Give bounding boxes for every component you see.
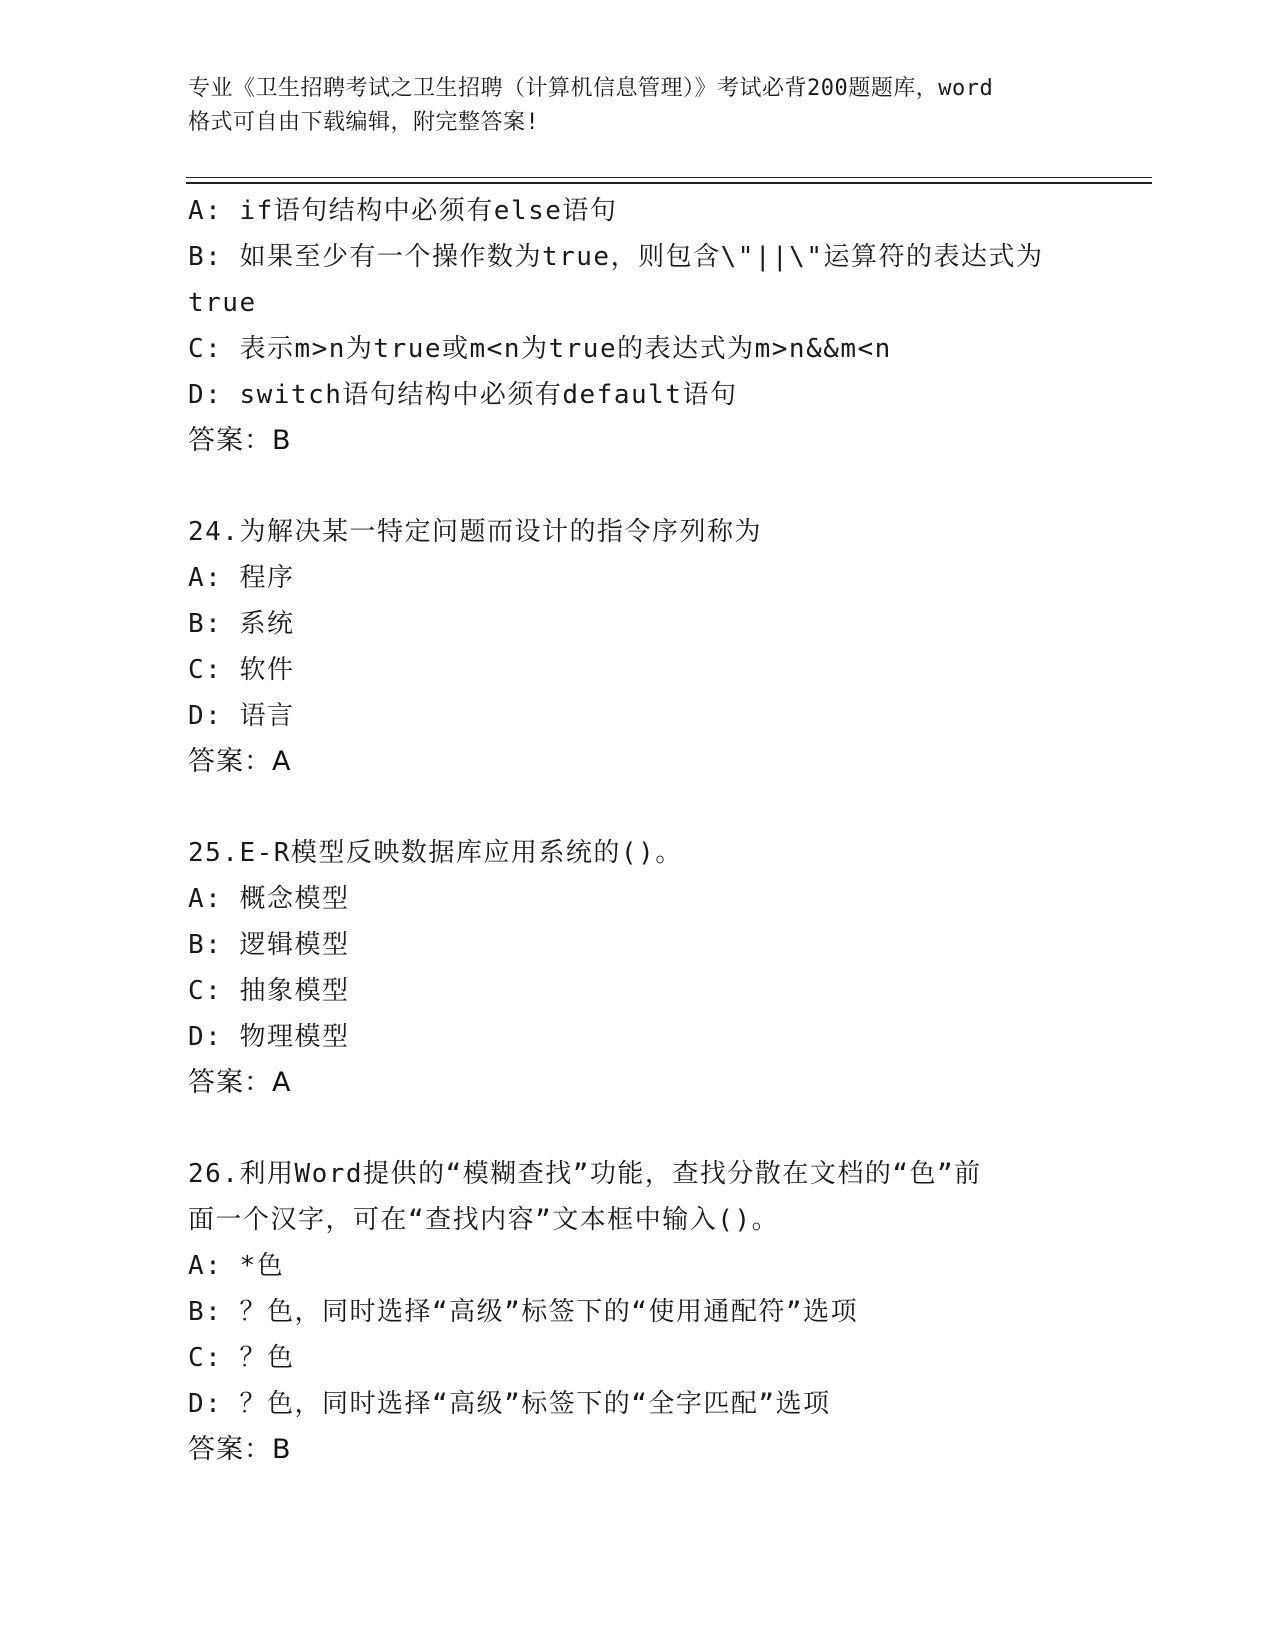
- header-divider-thin: [186, 177, 1152, 178]
- question-text: 25.E-R模型反映数据库应用系统的()。: [188, 838, 683, 868]
- option-a: A: *色: [188, 1251, 285, 1281]
- question-list: [188, 188, 1168, 1473]
- option-c: C: 抽象模型: [188, 976, 350, 1006]
- question-block-24: [188, 509, 1168, 785]
- question-block-23: [188, 188, 1168, 464]
- question-block-26: [188, 1151, 1168, 1473]
- header-title-line-1: 专业《卫生招聘考试之卫生招聘（计算机信息管理）》考试必背200题题库，word: [188, 76, 994, 101]
- header-title-line-2: 格式可自由下载编辑，附完整答案!: [188, 110, 540, 135]
- option-a: A: 程序: [188, 563, 295, 593]
- option-a: A: 概念模型: [188, 884, 350, 914]
- option-b-line-2: true: [188, 288, 257, 318]
- document-header: [188, 72, 1088, 140]
- question-block-25: [188, 830, 1168, 1106]
- question-text: 24.为解决某一特定问题而设计的指令序列称为: [188, 517, 762, 547]
- option-d: D: switch语句结构中必须有default语句: [188, 380, 738, 410]
- option-c: C: 表示m>n为true或m<n为true的表达式为m>n&&m<n: [188, 334, 892, 364]
- option-b: B: 系统: [188, 609, 295, 639]
- option-b: B: 逻辑模型: [188, 930, 350, 960]
- option-b-line-1: B: 如果至少有一个操作数为true，则包含\"||\"运算符的表达式为: [188, 242, 1044, 272]
- option-d: D: 语言: [188, 701, 295, 731]
- option-d: D: ？色，同时选择“高级”标签下的“全字匹配”选项: [188, 1389, 831, 1419]
- option-a: A: if语句结构中必须有else语句: [188, 196, 618, 226]
- answer: 答案：B: [188, 1434, 292, 1465]
- option-c: C: ？色: [188, 1343, 295, 1373]
- header-divider-thick: [186, 182, 1152, 184]
- spacer: [188, 464, 1168, 509]
- spacer: [188, 785, 1168, 830]
- spacer: [188, 1106, 1168, 1151]
- question-text-line-2: 面一个汉字，可在“查找内容”文本框中输入()。: [188, 1205, 780, 1235]
- question-text-line-1: 26.利用Word提供的“模糊查找”功能，查找分散在文档的“色”前: [188, 1159, 982, 1189]
- option-c: C: 软件: [188, 655, 295, 685]
- answer: 答案：A: [188, 1067, 292, 1098]
- answer: 答案：B: [188, 425, 292, 456]
- option-d: D: 物理模型: [188, 1022, 350, 1052]
- option-b: B: ？色，同时选择“高级”标签下的“使用通配符”选项: [188, 1297, 859, 1327]
- answer: 答案：A: [188, 746, 292, 777]
